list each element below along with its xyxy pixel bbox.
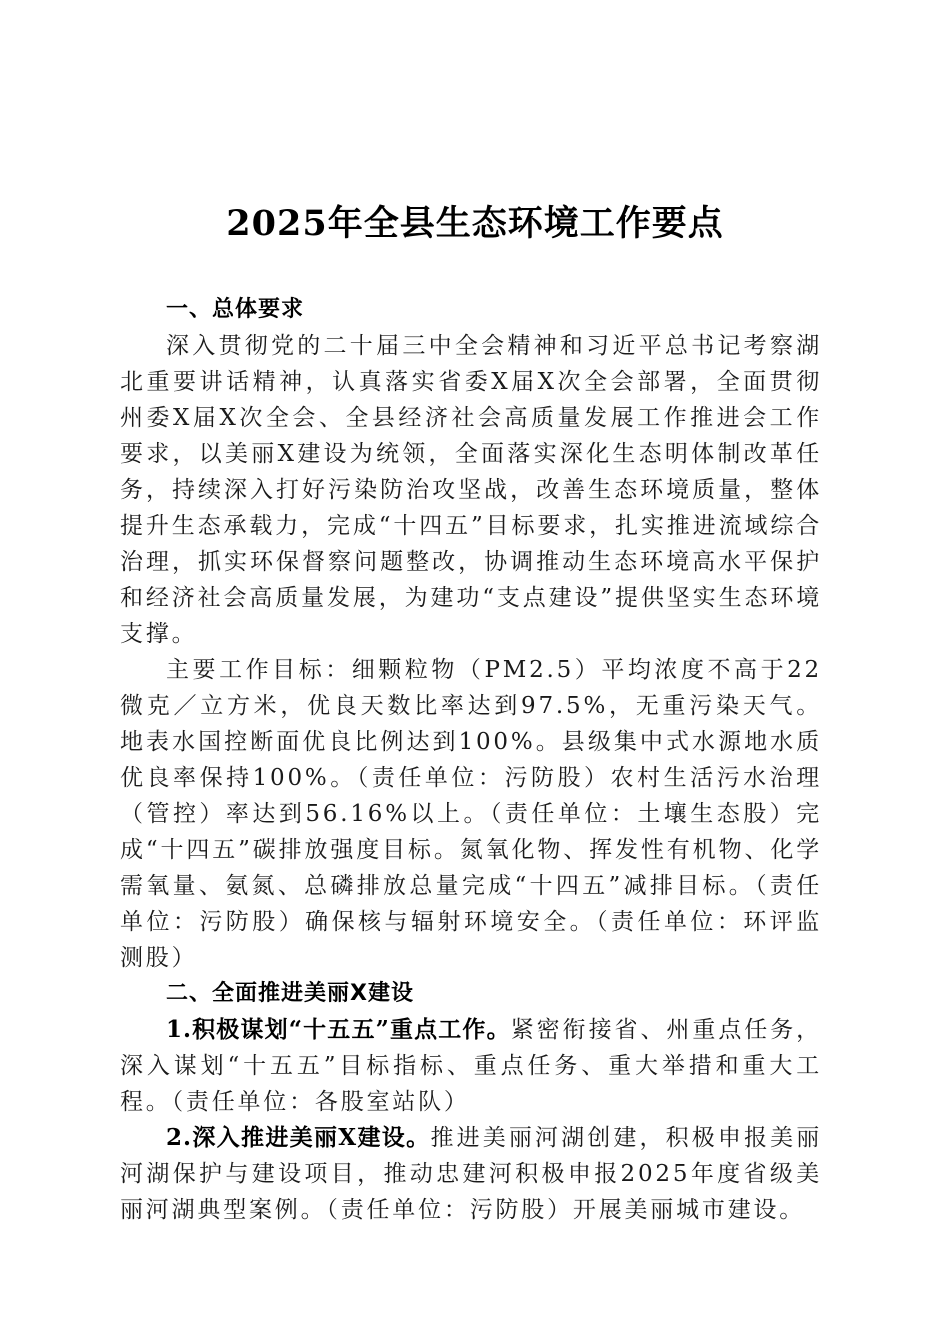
section-heading-beautiful-construction: 二、全面推进美丽X建设 bbox=[166, 981, 414, 1006]
item-text-beautiful-construction: 推进美丽河湖创建，积极申报美丽河湖保护与建设项目，推动忠建河积极申报2025年度省级美丽河湖典型案例。（责任单位：污防股）开展美丽城市建设。 bbox=[120, 1125, 823, 1223]
item-lead-plan-15th-five-year: 1.积极谋划“十五五”重点工作。 bbox=[166, 1016, 511, 1043]
item-lead-beautiful-construction: 2.深入推进美丽X建设。 bbox=[166, 1124, 431, 1151]
document-body bbox=[120, 292, 822, 1228]
list-item-plan-15th-five-year bbox=[120, 1012, 822, 1120]
list-item-beautiful-construction bbox=[120, 1120, 822, 1228]
paragraph-overall-requirements: 深入贯彻党的二十届三中全会精神和习近平总书记考察湖北重要讲话精神，认真落实省委X届X次全会部署，全面贯彻州委X届X次全会、全县经济社会高质量发展工作推进会工作要求，以美丽X建设为统领，全面落实深化生态明体制改革任务，持续深入打好污染防治攻坚战，改善生态环境质量，整体提升生态承载力，完成“十四五”目标要求，扎实推进流域综合治理，抓实环保督察问题整改，协调推动生态环境高水平保护和经济社会高质量发展，为建功“支点建设”提供坚实生态环境支撑。 bbox=[120, 333, 822, 647]
paragraph-main-targets: 主要工作目标：细颗粒物（PM2.5）平均浓度不高于22微克／立方米，优良天数比率达到97.5%，无重污染天气。地表水国控断面优良比例达到100%。县级集中式水源地水质优良率保持100%。（责任单位：污防股）农村生活污水治理（管控）率达到56.16%以上。（责任单位：土壤生态股）完成“十四五”碳排放强度目标。氮氧化物、挥发性有机物、化学需氧量、氨氮、总磷排放总量完成“十四五”减排目标。（责任单位：污防股）确保核与辐射环境安全。（责任单位：环评监测股） bbox=[120, 657, 822, 971]
item-text-plan-15th-five-year: 紧密衔接省、州重点任务，深入谋划“十五五”目标指标、重点任务、重大举措和重大工程。（责任单位：各股室站队） bbox=[120, 1017, 822, 1115]
section-heading-overall-requirements: 一、总体要求 bbox=[166, 297, 305, 322]
document-title: 2025年全县生态环境工作要点 bbox=[226, 203, 724, 244]
